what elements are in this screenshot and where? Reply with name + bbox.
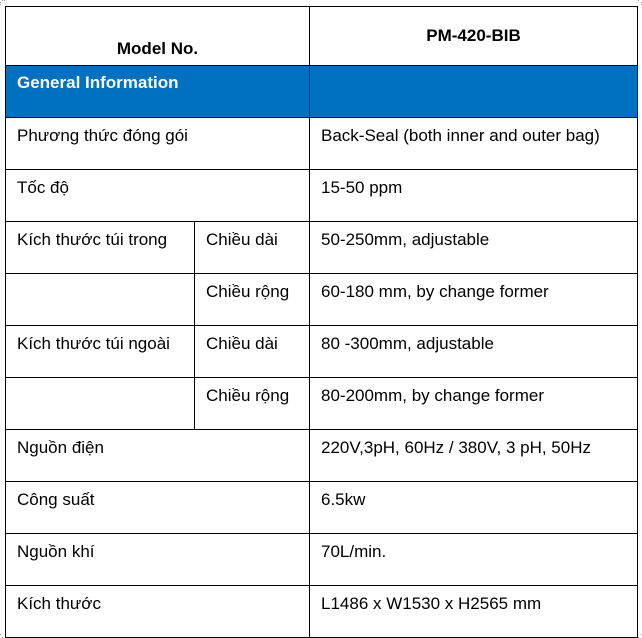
section-empty-cell — [310, 66, 638, 118]
table-row-air — [6, 534, 638, 586]
row-label: Nguồn khí — [6, 534, 310, 586]
row-value: 60-180 mm, by change former — [310, 274, 638, 326]
table-row-dimensions — [6, 586, 638, 638]
row-label: Phương thức đóng gói — [6, 118, 310, 170]
sub-label-length: Chiều dài — [195, 326, 310, 378]
row-value: 80-200mm, by change former — [310, 378, 638, 430]
section-title: General Information — [6, 66, 310, 118]
row-value: 70L/min. — [310, 534, 638, 586]
table-row-inner-bag-width — [6, 274, 638, 326]
row-value: 50-250mm, adjustable — [310, 222, 638, 274]
row-label: Tốc độ — [6, 170, 310, 222]
row-value: L1486 x W1530 x H2565 mm — [310, 586, 638, 638]
model-no-label: Model No. — [6, 7, 310, 66]
table-row-outer-bag-width — [6, 378, 638, 430]
table-row-inner-bag-length — [6, 222, 638, 274]
row-value: 15-50 ppm — [310, 170, 638, 222]
spec-table — [5, 6, 638, 638]
row-value: 220V,3pH, 60Hz / 380V, 3 pH, 50Hz — [310, 430, 638, 482]
empty-label-cell — [6, 378, 195, 430]
empty-label-cell — [6, 274, 195, 326]
table-row-power — [6, 482, 638, 534]
sub-label-width: Chiều rộng — [195, 378, 310, 430]
table-row-outer-bag-length — [6, 326, 638, 378]
inner-bag-label: Kích thước túi trong — [6, 222, 195, 274]
table-row-packing — [6, 118, 638, 170]
row-value: 80 -300mm, adjustable — [310, 326, 638, 378]
row-value: Back-Seal (both inner and outer bag) — [310, 118, 638, 170]
model-value: PM-420-BIB — [310, 7, 638, 66]
table-row-power-source — [6, 430, 638, 482]
header-row — [6, 7, 638, 66]
row-label: Kích thước — [6, 586, 310, 638]
sub-label-length: Chiều dài — [195, 222, 310, 274]
sub-label-width: Chiều rộng — [195, 274, 310, 326]
row-label: Công suất — [6, 482, 310, 534]
outer-bag-label: Kích thước túi ngoài — [6, 326, 195, 378]
section-row — [6, 66, 638, 118]
row-label: Nguồn điện — [6, 430, 310, 482]
table-row-speed — [6, 170, 638, 222]
row-value: 6.5kw — [310, 482, 638, 534]
